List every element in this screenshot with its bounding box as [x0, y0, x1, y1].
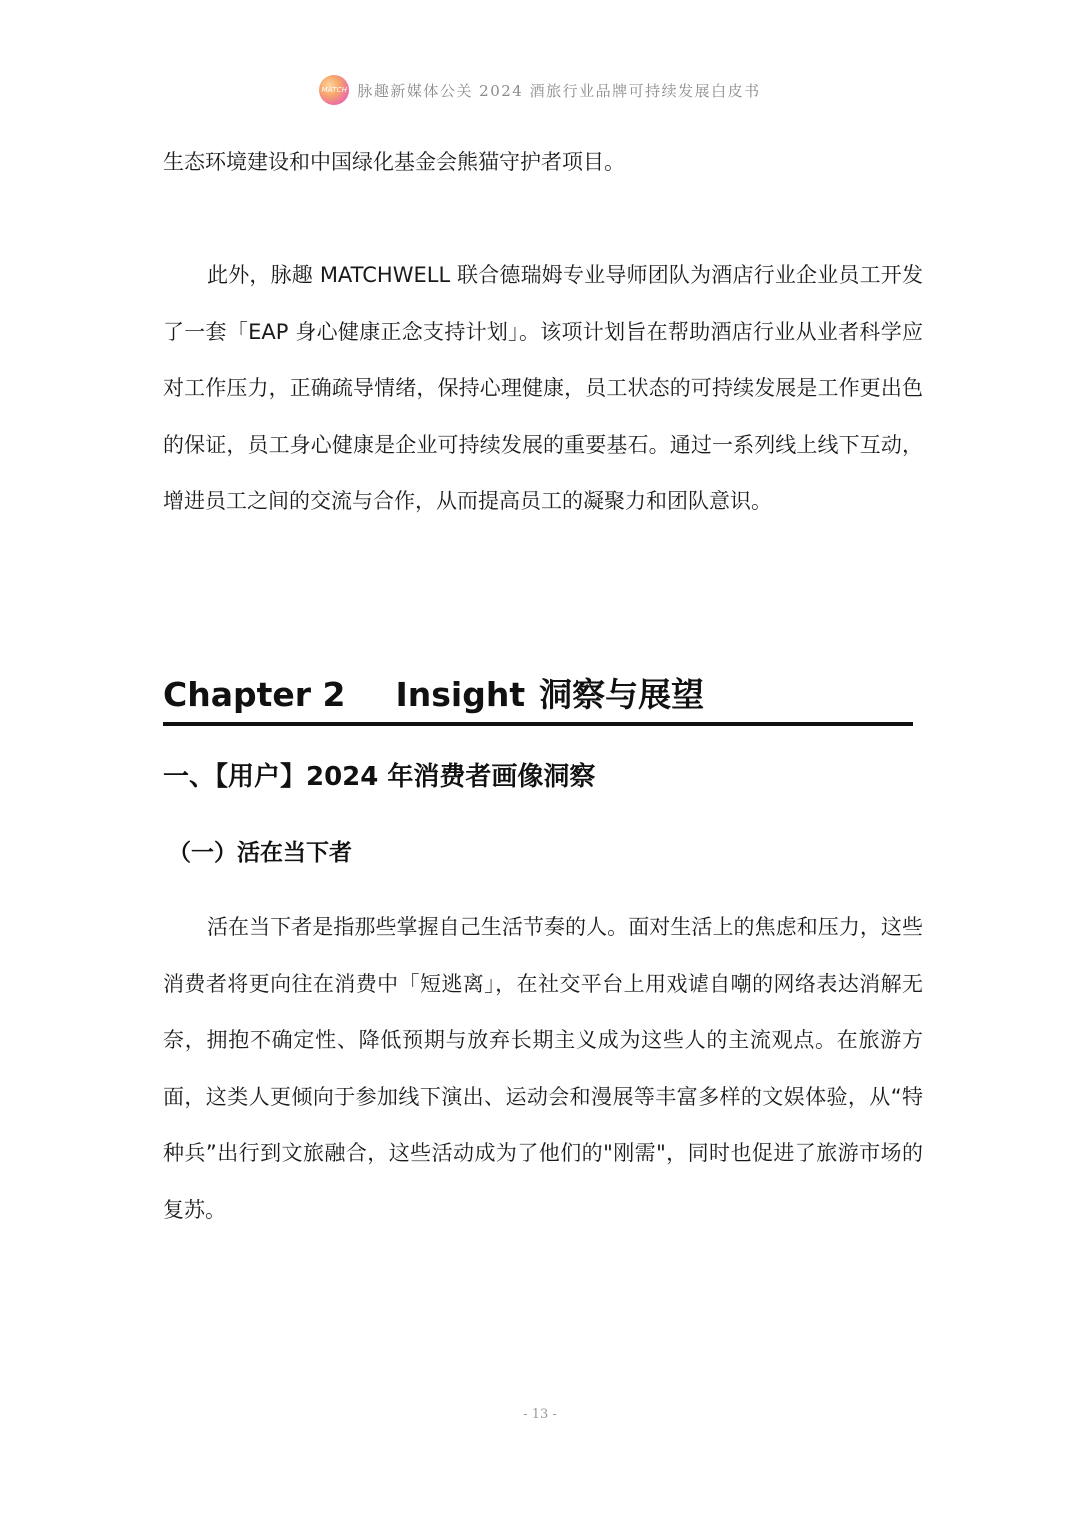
- header-title: 脉趣新媒体公关 2024 酒旅行业品牌可持续发展白皮书: [357, 81, 761, 100]
- subsection-heading: （一）活在当下者: [168, 840, 352, 866]
- section-heading: 一、【用户】2024 年消费者画像洞察: [163, 762, 596, 792]
- brand-logo-text: MATCH: [321, 85, 348, 94]
- paragraph-live-in-moment: 活在当下者是指那些掌握自己生活节奏的人。面对生活上的焦虑和压力，这些消费者将更向往在消费中「短逃离」，在社交平台上用戏谑自嘲的网络表达消解无奈，拥抱不确定性、降低预期与放弃长期主义成为这些人的主流观点。在旅游方面，这类人更倾向于参加线下演出、运动会和漫展等丰富多样的文娱体验，从“特种兵”出行到文旅融合，这些活动成为了他们的"刚需"，同时也促进了旅游市场的复苏。: [163, 915, 923, 1222]
- brand-logo: [319, 75, 349, 105]
- page-header: [0, 74, 1080, 106]
- chapter-title-cn: 洞察与展望: [539, 675, 705, 714]
- chapter-heading: [163, 668, 913, 726]
- chapter-number: Chapter 2: [163, 675, 346, 714]
- page-number: - 13 -: [523, 1407, 557, 1422]
- paragraph-eap-program: 此外，脉趣 MATCHWELL 联合德瑞姆专业导师团队为酒店行业企业员工开发了一套「EAP 身心健康正念支持计划」。该项计划旨在帮助酒店行业从业者科学应对工作压力，正确疏导情绪，保持心理健康，员工状态的可持续发展是工作更出色的保证，员工身心健康是企业可持续发展的重要基石。通过一系列线上线下互动，增进员工之间的交流与合作，从而提高员工的凝聚力和团队意识。: [163, 263, 923, 513]
- chapter-title-en: Insight: [395, 675, 526, 714]
- paragraph-intro-continuation: 生态环境建设和中国绿化基金会熊猫守护者项目。: [163, 150, 625, 174]
